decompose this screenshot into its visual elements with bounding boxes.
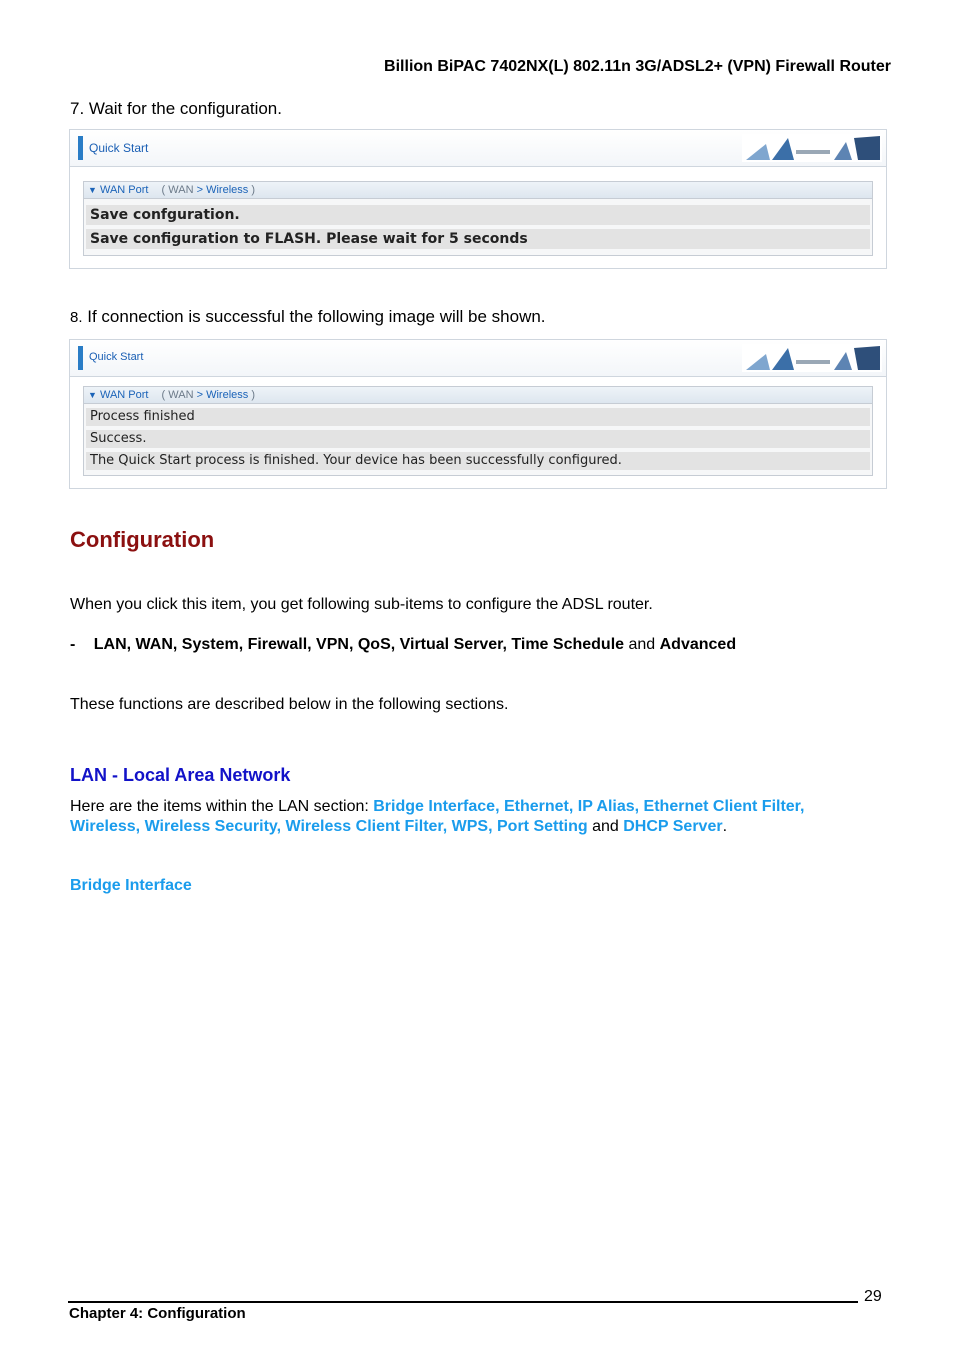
configuration-bullet [70,636,736,654]
crumb-wan[interactable]: WAN [168,184,194,196]
breadcrumb [84,387,872,404]
document-header: Billion BiPAC 7402NX(L) 802.11n 3G/ADSL2+ (VPN) Firewall Router [384,58,891,75]
crumb-close-paren: ) [251,184,256,196]
quick-start-bar [70,340,886,377]
screenshot-success [69,339,887,489]
quick-start-title: Quick Start [89,351,144,363]
status-row: The Quick Start process is finished. Your device has been successfully configured. [86,452,870,470]
wan-port-panel [83,181,873,256]
crumb-close-paren: ) [251,389,256,401]
wan-port-panel [83,386,873,476]
footer-chapter: Chapter 4: Configuration [69,1305,246,1322]
status-row: Success. [86,430,870,448]
quick-start-bar [70,130,886,167]
bridge-interface-heading: Bridge Interface [70,877,192,894]
bullet-items: LAN, WAN, System, Firewall, VPN, QoS, Virtual Server, Time Schedule [93,636,625,653]
crumb-wireless[interactable]: Wireless [206,389,249,401]
title-accent [78,346,83,370]
configuration-intro: When you click this item, you get following sub-items to configure the ADSL router. [70,596,653,613]
step-8-sentence: If connection is successful the following image will be shown. [82,307,546,326]
status-row: Save confguration. [86,205,870,225]
crumb-wan-port[interactable]: WAN Port [99,389,149,401]
lan-items-line-1[interactable]: Bridge Interface, Ethernet, IP Alias, Ethernet Client Filter, [373,798,805,815]
bullet-advanced: Advanced [659,636,737,653]
configuration-outro: These functions are described below in the following sections. [70,696,509,713]
step-8-number: 8. [70,309,83,326]
crumb-arrow: > [196,184,204,196]
status-row: Process finished [86,408,870,426]
page-number: 29 [864,1288,882,1305]
office-chairs-banner-icon [742,134,882,162]
breadcrumb [84,182,872,199]
lan-dhcp-server[interactable]: DHCP Server [623,818,723,835]
quick-start-title: Quick Start [89,141,149,155]
step-7-text: 7. Wait for the configuration. [70,99,282,118]
bullet-and: and [624,636,660,653]
section-heading-configuration: Configuration [70,527,215,552]
crumb-wireless[interactable]: Wireless [206,184,249,196]
screenshot-save-config [69,129,887,269]
bullet-dash: - [70,636,76,653]
collapse-triangle-icon[interactable]: ▼ [88,185,97,195]
lan-items-line-2[interactable]: Wireless, Wireless Security, Wireless Client Filter, WPS, Port Setting [70,818,588,835]
title-accent [78,136,83,160]
status-row: Save configuration to FLASH. Please wait for 5 seconds [86,229,870,249]
step-8-text [70,307,546,327]
lan-items-paragraph [70,797,890,837]
crumb-open-paren: ( [161,184,166,196]
crumb-arrow: > [196,389,204,401]
lan-lead-text: Here are the items within the LAN section: [70,798,374,815]
crumb-wan[interactable]: WAN [168,389,194,401]
lan-heading: LAN - Local Area Network [70,765,291,785]
crumb-wan-port[interactable]: WAN Port [99,184,149,196]
office-chairs-banner-icon [742,344,882,372]
lan-period: . [722,818,728,835]
collapse-triangle-icon[interactable]: ▼ [88,390,97,400]
crumb-open-paren: ( [161,389,166,401]
lan-and-text: and [587,818,624,835]
footer-rule [68,1301,858,1303]
